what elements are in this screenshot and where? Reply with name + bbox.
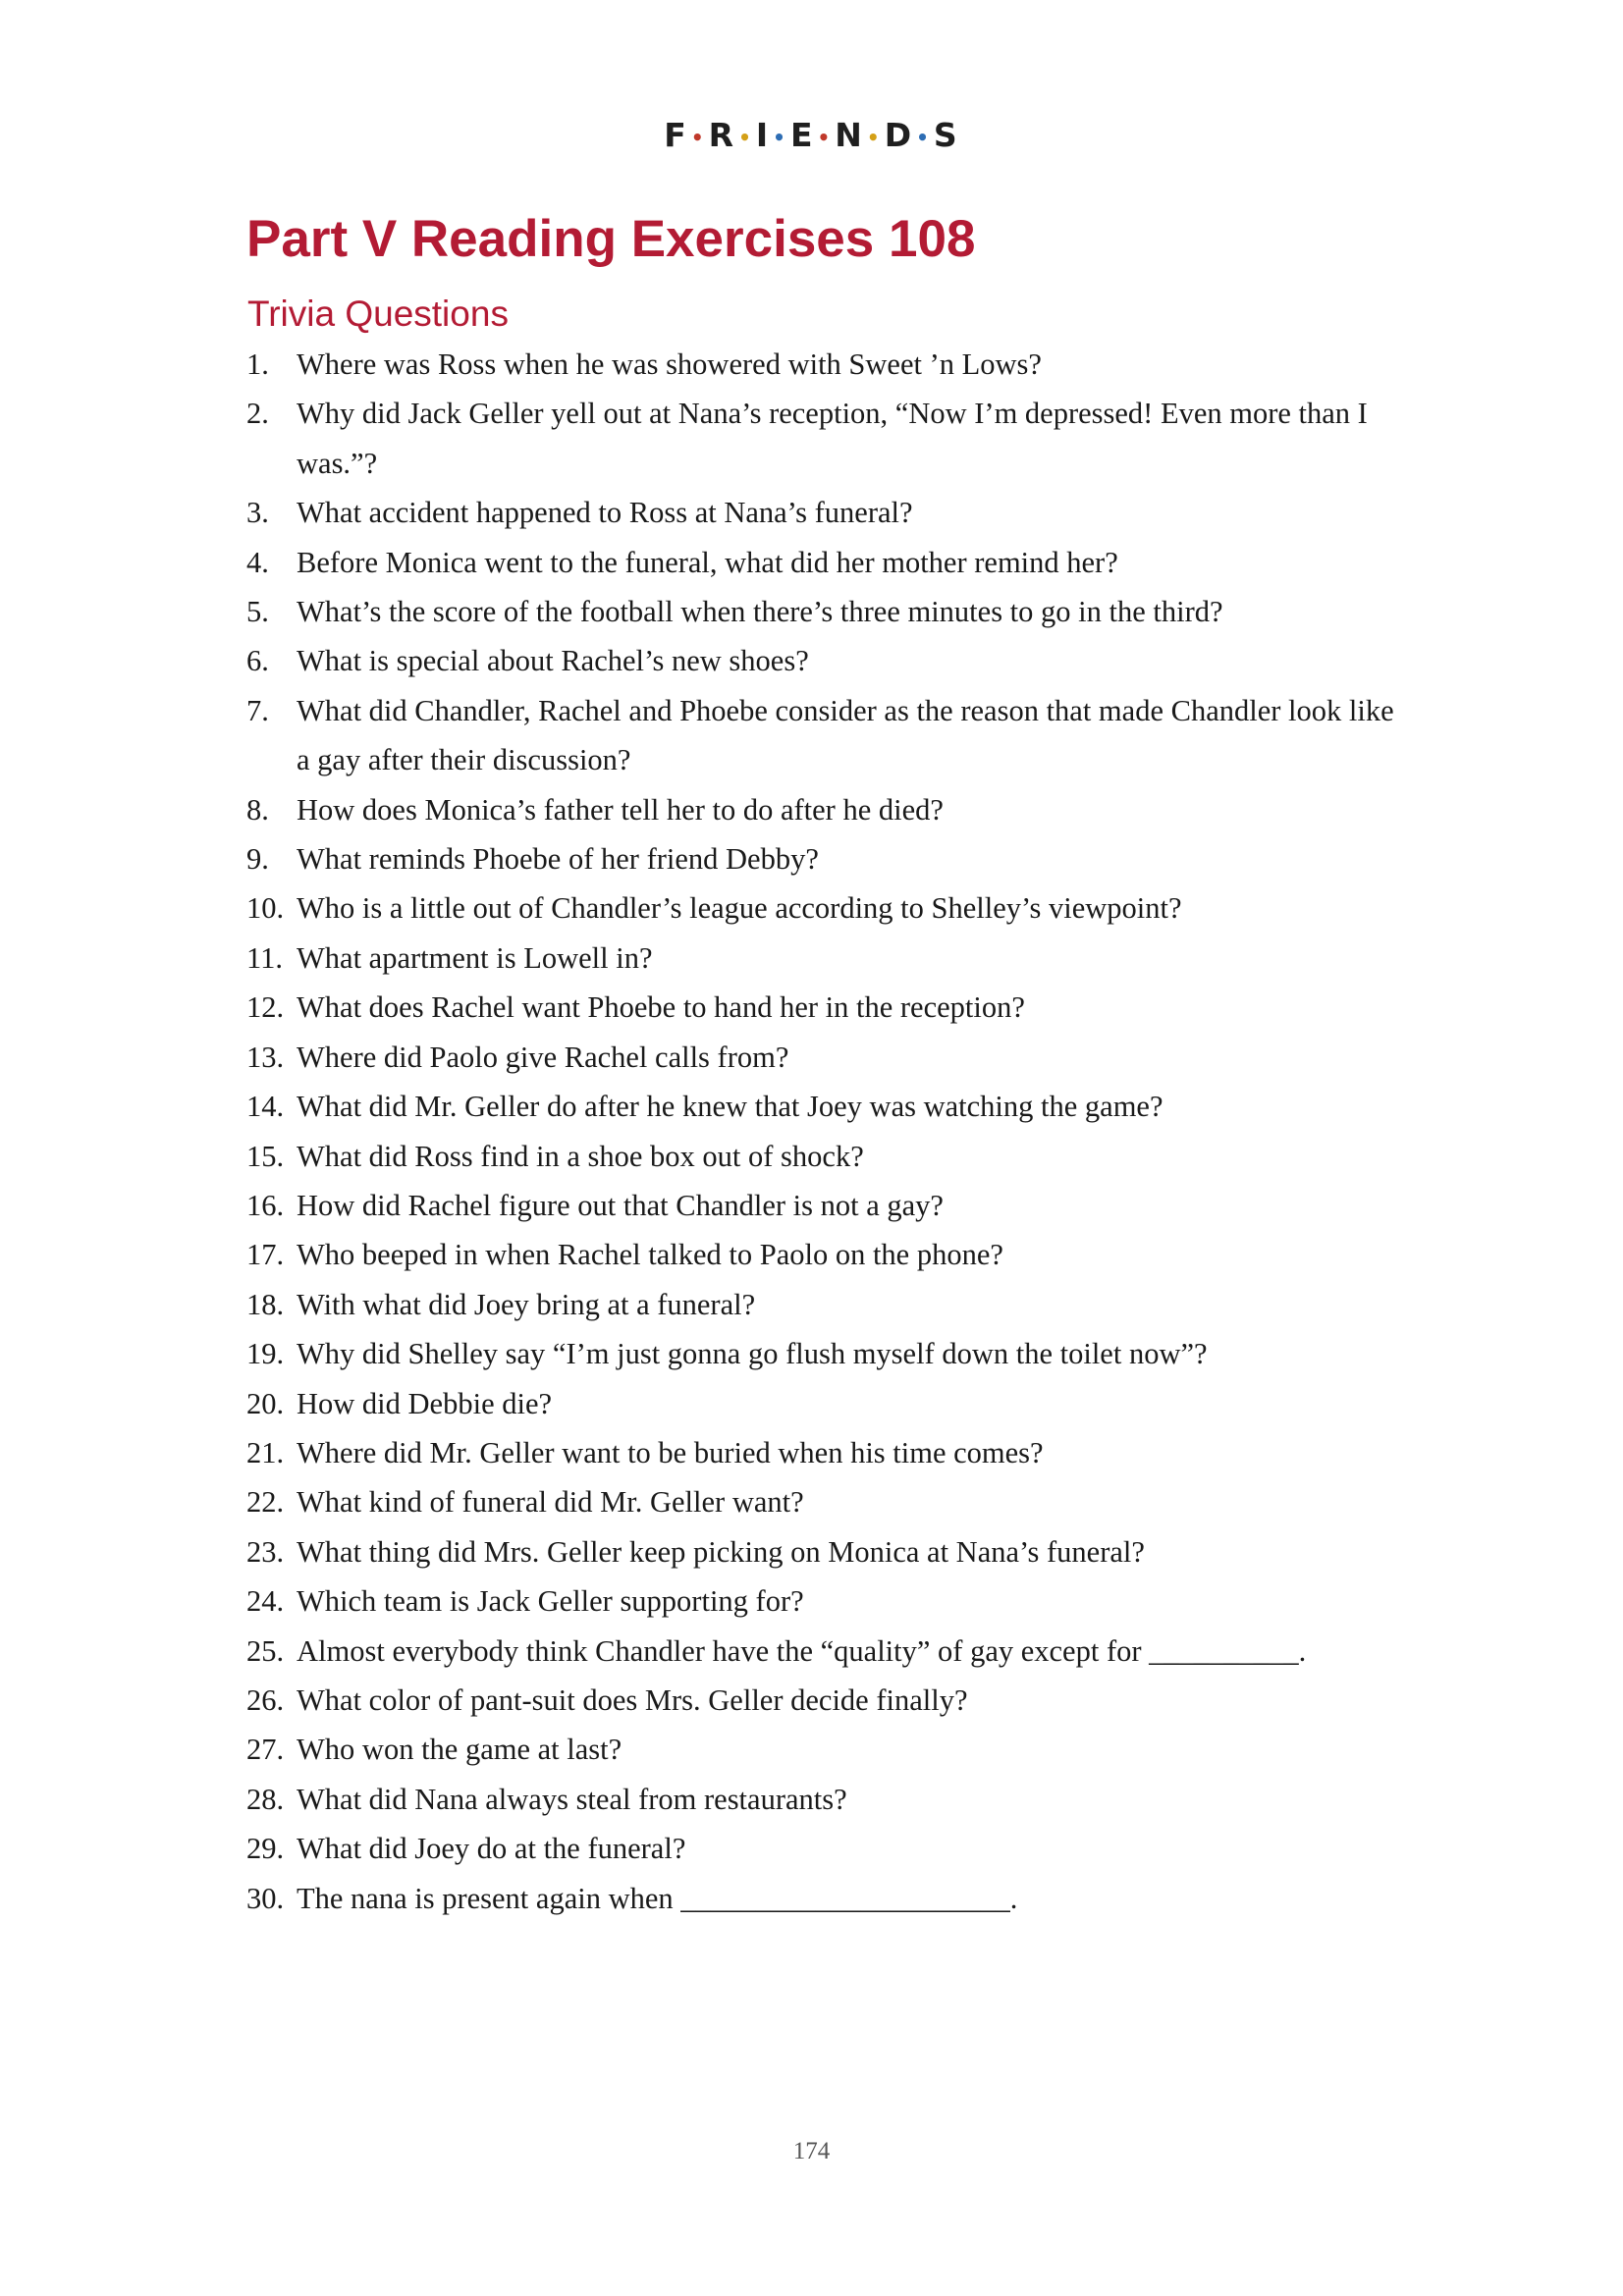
question-number: 29. xyxy=(246,1832,285,1866)
question-text: The nana is present again when ______________________. xyxy=(297,1881,1018,1915)
question-item xyxy=(246,1627,1395,1676)
question-text: What thing did Mrs. Geller keep picking on Monica at Nana’s funeral? xyxy=(297,1534,1145,1569)
question-text: Before Monica went to the funeral, what did her mother remind her? xyxy=(297,545,1118,579)
question-text: Where did Mr. Geller want to be buried when his time comes? xyxy=(297,1435,1044,1469)
question-item xyxy=(246,834,1395,883)
page-number: 174 xyxy=(792,2138,831,2164)
question-item xyxy=(246,1230,1395,1279)
logo-letter: D xyxy=(884,116,914,154)
question-item xyxy=(246,1725,1395,1774)
question-text: Which team is Jack Geller supporting for? xyxy=(297,1584,804,1619)
question-text: What color of pant-suit does Mrs. Geller decide finally? xyxy=(297,1682,968,1717)
question-number: 18. xyxy=(246,1287,285,1321)
question-number: 17. xyxy=(246,1238,285,1272)
question-item xyxy=(246,1280,1395,1329)
question-item xyxy=(246,1527,1395,1576)
question-text: What did Mr. Geller do after he knew that Joey was watching the game? xyxy=(297,1090,1163,1124)
question-number: 28. xyxy=(246,1782,285,1816)
question-number: 20. xyxy=(246,1386,285,1420)
question-item xyxy=(246,686,1395,785)
question-number: 2. xyxy=(246,397,269,431)
question-item xyxy=(246,587,1395,636)
question-item xyxy=(246,1775,1395,1824)
question-text: What did Joey do at the funeral? xyxy=(297,1832,686,1866)
question-text: What is special about Rachel’s new shoes? xyxy=(297,644,809,678)
question-item xyxy=(246,1379,1395,1428)
section-title: Trivia Questions xyxy=(247,294,509,334)
question-number: 22. xyxy=(246,1485,285,1520)
logo-letter: S xyxy=(933,116,959,154)
question-item xyxy=(246,934,1395,983)
logo-letter: F xyxy=(664,116,688,154)
question-text: Where was Ross when he was showered with Sweet ’n Lows? xyxy=(297,347,1042,381)
question-text: What does Rachel want Phoebe to hand her in the reception? xyxy=(297,990,1025,1025)
question-item xyxy=(246,785,1395,834)
question-number: 4. xyxy=(246,545,269,579)
question-number: 5. xyxy=(246,595,269,629)
question-item xyxy=(246,1676,1395,1725)
question-number: 11. xyxy=(246,940,283,975)
question-item xyxy=(246,1428,1395,1477)
question-text: Where did Paolo give Rachel calls from? xyxy=(297,1040,789,1074)
question-number: 8. xyxy=(246,792,269,827)
question-item xyxy=(246,883,1395,933)
question-item xyxy=(246,983,1395,1032)
question-number: 9. xyxy=(246,842,269,877)
question-text: What did Nana always steal from restaurants? xyxy=(297,1782,847,1816)
question-number: 3. xyxy=(246,496,269,530)
question-number: 26. xyxy=(246,1682,285,1717)
question-text: What’s the score of the football when there’s three minutes to go in the third? xyxy=(297,595,1223,629)
question-item xyxy=(246,1181,1395,1230)
question-text: What reminds Phoebe of her friend Debby? xyxy=(297,842,819,877)
question-number: 14. xyxy=(246,1090,285,1124)
question-text: Who won the game at last? xyxy=(297,1733,622,1767)
question-number: 12. xyxy=(246,990,285,1025)
question-number: 24. xyxy=(246,1584,285,1619)
page-title: Part V Reading Exercises 108 xyxy=(246,210,976,268)
logo-letter: I xyxy=(755,116,771,154)
question-item xyxy=(246,1082,1395,1131)
question-item xyxy=(246,1874,1395,1923)
question-item xyxy=(246,538,1395,587)
question-number: 25. xyxy=(246,1633,285,1668)
question-text: Why did Jack Geller yell out at Nana’s reception, “Now I’m depressed! Even more than I was.”? xyxy=(297,397,1368,480)
question-number: 6. xyxy=(246,644,269,678)
question-number: 10. xyxy=(246,891,285,926)
question-number: 16. xyxy=(246,1188,285,1222)
question-text: With what did Joey bring at a funeral? xyxy=(297,1287,756,1321)
question-text: What accident happened to Ross at Nana’s funeral? xyxy=(297,496,913,530)
question-text: Who is a little out of Chandler’s league according to Shelley’s viewpoint? xyxy=(297,891,1182,926)
question-number: 19. xyxy=(246,1337,285,1371)
question-text: What did Chandler, Rachel and Phoebe consider as the reason that made Chandler look like a gay after their discussion? xyxy=(297,693,1394,777)
question-text: What kind of funeral did Mr. Geller want? xyxy=(297,1485,804,1520)
question-list xyxy=(246,340,1395,1923)
question-item xyxy=(246,1033,1395,1082)
question-number: 21. xyxy=(246,1435,285,1469)
question-text: What did Ross find in a shoe box out of shock? xyxy=(297,1139,864,1173)
question-text: How did Debbie die? xyxy=(297,1386,553,1420)
friends-logo: F •R •I •E •N •D •S xyxy=(664,116,959,154)
question-number: 7. xyxy=(246,693,269,727)
question-item xyxy=(246,1329,1395,1378)
question-text: What apartment is Lowell in? xyxy=(297,940,653,975)
question-number: 13. xyxy=(246,1040,285,1074)
question-text: Who beeped in when Rachel talked to Paolo on the phone? xyxy=(297,1238,1003,1272)
question-number: 1. xyxy=(246,347,269,381)
question-item xyxy=(246,1132,1395,1181)
question-item xyxy=(246,488,1395,537)
question-text: How does Monica’s father tell her to do after he died? xyxy=(297,792,944,827)
logo-letter: E xyxy=(789,116,815,154)
question-text: Why did Shelley say “I’m just gonna go flush myself down the toilet now”? xyxy=(297,1337,1208,1371)
logo-letter: R xyxy=(708,116,736,154)
question-text: Almost everybody think Chandler have the “quality” of gay except for __________. xyxy=(297,1633,1307,1668)
question-item xyxy=(246,1824,1395,1873)
question-number: 23. xyxy=(246,1534,285,1569)
question-item xyxy=(246,340,1395,389)
logo-letter: N xyxy=(835,116,864,154)
question-number: 30. xyxy=(246,1881,285,1915)
question-item xyxy=(246,636,1395,685)
question-text: How did Rachel figure out that Chandler is not a gay? xyxy=(297,1188,944,1222)
question-item xyxy=(246,389,1395,488)
question-number: 27. xyxy=(246,1733,285,1767)
question-number: 15. xyxy=(246,1139,285,1173)
question-item xyxy=(246,1576,1395,1626)
question-item xyxy=(246,1477,1395,1526)
